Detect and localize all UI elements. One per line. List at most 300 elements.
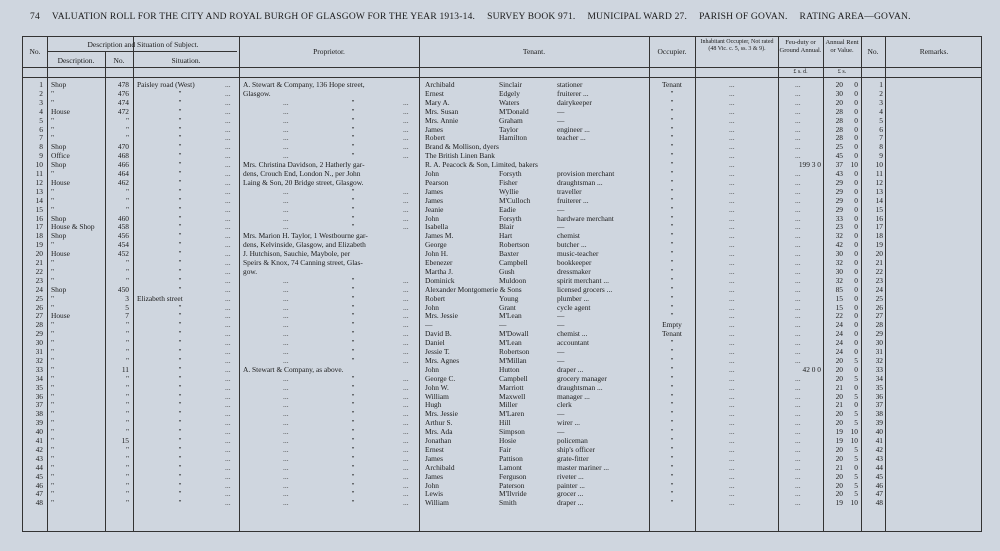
proprietor-dots-left: ... <box>283 205 289 214</box>
row-number-right: 40 <box>875 428 883 437</box>
proprietor-ditto: " <box>351 303 355 312</box>
tenant-surname: M'Lean <box>499 312 522 321</box>
proprietor-dots-right: ... <box>403 383 409 392</box>
row-street-number: " <box>125 392 129 401</box>
proprietor-ditto: " <box>351 383 355 392</box>
rent-shillings: 0 <box>854 223 858 232</box>
tenant-surname: Blair <box>499 223 514 232</box>
proprietor-ditto: " <box>351 339 355 348</box>
row-description: Shop <box>51 161 67 170</box>
row-street-number: 464 <box>117 170 129 178</box>
row-street-number: 7 <box>125 312 129 321</box>
feu-dots: ... <box>795 187 801 196</box>
occupier-status: " <box>670 499 674 508</box>
row-description: " <box>51 98 55 107</box>
table-row <box>23 90 983 99</box>
inhabitant-dots: ... <box>729 321 735 330</box>
table-row <box>23 170 983 179</box>
proprietor-dots-left: ... <box>283 321 289 330</box>
feu-dots: ... <box>795 178 801 187</box>
proprietor-ditto: " <box>351 134 355 143</box>
proprietor-dots-left: ... <box>283 303 289 312</box>
row-situation: " <box>178 472 182 481</box>
occupier-status: " <box>670 445 674 454</box>
situation-dots: ... <box>225 392 231 401</box>
proprietor-dots-right: ... <box>403 374 409 383</box>
rent-shillings: 0 <box>854 152 858 161</box>
row-description: " <box>51 454 55 463</box>
tenant-surname: Hamilton <box>499 134 527 143</box>
feu-dots: ... <box>795 285 801 294</box>
feu-dots: ... <box>795 214 801 223</box>
row-number: 25 <box>35 294 43 303</box>
row-number-right: 35 <box>875 383 883 392</box>
occupier-status: " <box>670 374 674 383</box>
row-number-right: 9 <box>879 152 883 161</box>
inhabitant-dots: ... <box>729 241 735 250</box>
row-number: 12 <box>35 178 43 187</box>
feu-dots: ... <box>795 152 801 161</box>
tenant-surname: Sinclair <box>499 81 522 89</box>
row-street-number: " <box>125 321 129 330</box>
inhabitant-dots: ... <box>729 152 735 161</box>
tenant-surname: Robertson <box>499 241 530 250</box>
header-feu-duty: Feu-duty or Ground Annual. <box>779 39 822 54</box>
feu-dots: ... <box>795 267 801 276</box>
rent-shillings: 0 <box>854 143 858 152</box>
row-situation: " <box>178 454 182 463</box>
proprietor-dots-left: ... <box>283 187 289 196</box>
rent-shillings: 5 <box>854 410 858 419</box>
row-street-number: " <box>125 330 129 339</box>
row-street-number: 458 <box>117 223 129 232</box>
row-description: " <box>51 481 55 490</box>
tenant-first-name: R. A. Peacock & Son, Limited, bakers <box>425 161 538 170</box>
row-number-right: 37 <box>875 401 883 410</box>
proprietor-ditto: " <box>351 428 355 437</box>
proprietor-ditto: " <box>351 187 355 196</box>
row-situation: " <box>178 232 182 241</box>
situation-dots: ... <box>225 161 231 170</box>
inhabitant-dots: ... <box>729 125 735 134</box>
occupier-status: " <box>670 428 674 437</box>
tenant-occupation: clerk <box>557 401 572 410</box>
row-number-right: 46 <box>875 481 883 490</box>
rent-pounds: 20 <box>835 410 843 419</box>
feu-dots: ... <box>795 348 801 356</box>
inhabitant-dots: ... <box>729 214 735 223</box>
proprietor-dots-left: ... <box>283 481 289 490</box>
situation-dots: ... <box>225 98 231 107</box>
inhabitant-dots: ... <box>729 437 735 445</box>
rent-pounds: 28 <box>835 125 843 134</box>
proprietor-dots-right: ... <box>403 348 409 356</box>
tenant-first-name: Mrs. Jessie <box>425 410 458 419</box>
proprietor-dots-left: ... <box>283 152 289 161</box>
row-street-number: 476 <box>117 89 129 98</box>
row-number: 4 <box>39 107 43 116</box>
situation-dots: ... <box>225 285 231 294</box>
situation-dots: ... <box>225 348 231 356</box>
tenant-first-name: Ebenezer <box>425 259 453 267</box>
row-situation: " <box>178 214 182 223</box>
rent-shillings: 5 <box>854 445 858 454</box>
proprietor-dots-right: ... <box>403 481 409 490</box>
proprietor-dots-left: ... <box>283 463 289 472</box>
situation-dots: ... <box>225 365 231 374</box>
situation-dots: ... <box>225 312 231 321</box>
proprietor-dots-left: ... <box>283 276 289 285</box>
tenant-surname: M'Donald <box>499 107 529 116</box>
feu-dots: ... <box>795 401 801 410</box>
rent-shillings: 0 <box>854 116 858 125</box>
page-header <box>30 12 970 26</box>
proprietor-dots-left: ... <box>283 294 289 303</box>
feu-dots: ... <box>795 374 801 383</box>
tenant-first-name: William <box>425 499 449 508</box>
rent-pounds: 20 <box>835 445 843 454</box>
situation-dots: ... <box>225 472 231 481</box>
tenant-occupation: engineer ... <box>557 125 590 134</box>
table-row <box>23 143 983 152</box>
occupier-status: " <box>670 98 674 107</box>
tenant-first-name: Robert <box>425 294 446 303</box>
rent-shillings: 5 <box>854 472 858 481</box>
proprietor-dots-right: ... <box>403 134 409 143</box>
row-street-number: " <box>125 267 129 276</box>
tenant-surname: Paterson <box>499 481 525 490</box>
situation-dots: ... <box>225 374 231 383</box>
row-description: House <box>51 178 70 187</box>
occupier-status: " <box>670 259 674 267</box>
row-situation: " <box>178 276 182 285</box>
rent-shillings: 5 <box>854 454 858 463</box>
row-street-number: 452 <box>117 250 129 259</box>
row-situation: " <box>178 312 182 321</box>
situation-dots: ... <box>225 454 231 463</box>
inhabitant-dots: ... <box>729 383 735 392</box>
row-situation: Paisley road (West) <box>137 81 195 89</box>
row-number-right: 22 <box>875 267 883 276</box>
row-situation: " <box>178 445 182 454</box>
header-lsd: £ s. d. <box>793 69 808 75</box>
row-street-number: " <box>125 410 129 419</box>
row-number: 9 <box>39 152 43 161</box>
inhabitant-dots: ... <box>729 232 735 241</box>
tenant-first-name: Alexander Montgomerie & Sons <box>425 285 522 294</box>
proprietor-dots-right: ... <box>403 285 409 294</box>
row-description: " <box>51 339 55 348</box>
rent-shillings: 0 <box>854 81 858 89</box>
proprietor-ditto: " <box>351 410 355 419</box>
tenant-surname: Muldoon <box>499 276 527 285</box>
tenant-first-name: Archibald <box>425 81 455 89</box>
feu-dots: ... <box>795 143 801 152</box>
row-street-number: " <box>125 490 129 499</box>
row-number: 10 <box>35 161 43 170</box>
proprietor-dots-right: ... <box>403 437 409 445</box>
feu-dots: ... <box>795 107 801 116</box>
proprietor-dots-right: ... <box>403 276 409 285</box>
situation-dots: ... <box>225 499 231 508</box>
occupier-status: " <box>670 294 674 303</box>
row-number-right: 1 <box>879 81 883 89</box>
table-row <box>23 419 983 428</box>
table-row <box>23 304 983 313</box>
row-situation: " <box>178 365 182 374</box>
situation-dots: ... <box>225 339 231 348</box>
proprietor-ditto: " <box>351 356 355 365</box>
situation-dots: ... <box>225 134 231 143</box>
inhabitant-dots: ... <box>729 259 735 267</box>
rent-pounds: 21 <box>835 463 843 472</box>
proprietor-ditto: " <box>351 374 355 383</box>
tenant-first-name: John <box>425 303 439 312</box>
row-street-number: " <box>125 472 129 481</box>
row-street-number: 454 <box>117 241 129 250</box>
table-row <box>23 134 983 143</box>
occupier-status: " <box>670 152 674 161</box>
proprietor-ditto: " <box>351 294 355 303</box>
row-number: 6 <box>39 125 43 134</box>
occupier-status: " <box>670 232 674 241</box>
tenant-surname: Hart <box>499 232 513 241</box>
row-number: 11 <box>35 170 43 178</box>
feu-dots: ... <box>795 232 801 241</box>
occupier-status: " <box>670 303 674 312</box>
table-row <box>23 330 983 339</box>
row-description: " <box>51 187 55 196</box>
row-number: 48 <box>35 499 43 508</box>
proprietor-ditto: " <box>351 312 355 321</box>
table-row <box>23 357 983 366</box>
tenant-first-name: Dominick <box>425 276 455 285</box>
tenant-first-name: Mrs. Jessie <box>425 312 458 321</box>
table-row <box>23 232 983 241</box>
rent-shillings: 0 <box>854 312 858 321</box>
inhabitant-dots: ... <box>729 223 735 232</box>
tenant-occupation: policeman <box>557 437 588 445</box>
rent-pounds: 85 <box>835 285 843 294</box>
rent-pounds: 32 <box>835 259 843 267</box>
rent-shillings: 0 <box>854 365 858 374</box>
proprietor-ditto: " <box>351 330 355 339</box>
tenant-first-name: William <box>425 392 449 401</box>
tenant-first-name: Jessie T. <box>425 348 450 356</box>
tenant-surname: Taylor <box>499 125 519 134</box>
row-description: " <box>51 356 55 365</box>
table-row <box>23 99 983 108</box>
row-description: " <box>51 205 55 214</box>
feu-dots: ... <box>795 383 801 392</box>
tenant-surname: Campbell <box>499 259 528 267</box>
proprietor-dots-right: ... <box>403 445 409 454</box>
tenant-occupation: chemist <box>557 232 580 241</box>
row-number: 37 <box>35 401 43 410</box>
tenant-surname: M'Ilvride <box>499 490 527 499</box>
rent-pounds: 43 <box>835 170 843 178</box>
tenant-surname: Pattison <box>499 454 523 463</box>
row-situation: " <box>178 285 182 294</box>
inhabitant-dots: ... <box>729 196 735 205</box>
row-situation: " <box>178 392 182 401</box>
row-number: 18 <box>35 232 43 241</box>
occupier-status: " <box>670 116 674 125</box>
tenant-occupation: cycle agent <box>557 303 591 312</box>
row-street-number: 450 <box>117 285 129 294</box>
tenant-occupation: dairykeeper <box>557 98 592 107</box>
inhabitant-dots: ... <box>729 463 735 472</box>
proprietor-dots-right: ... <box>403 152 409 161</box>
rent-pounds: 22 <box>835 312 843 321</box>
row-situation: " <box>178 170 182 178</box>
tenant-occupation: provision merchant <box>557 170 615 178</box>
roll-title: VALUATION ROLL FOR THE CITY AND ROYAL BURGH OF GLASGOW FOR THE YEAR 1913-14. <box>51 12 476 22</box>
row-description: Shop <box>51 143 67 152</box>
row-description: Shop <box>51 214 67 223</box>
tenant-first-name: Mrs. Susan <box>425 107 459 116</box>
row-street-number: 474 <box>117 98 129 107</box>
tenant-first-name: Martha J. <box>425 267 453 276</box>
inhabitant-dots: ... <box>729 107 735 116</box>
situation-dots: ... <box>225 81 231 89</box>
proprietor-ditto: " <box>351 348 355 356</box>
row-situation: " <box>178 196 182 205</box>
row-number: 7 <box>39 134 43 143</box>
occupier-status: Empty <box>662 321 682 330</box>
situation-dots: ... <box>225 481 231 490</box>
occupier-status: " <box>670 356 674 365</box>
tenant-first-name: Ernest <box>425 89 444 98</box>
row-street-number: " <box>125 445 129 454</box>
rent-pounds: 20 <box>835 374 843 383</box>
feu-dots: ... <box>795 223 801 232</box>
row-number: 5 <box>39 116 43 125</box>
feu-dots: ... <box>795 330 801 339</box>
tenant-occupation: music-teacher <box>557 250 599 259</box>
proprietor-dots-right: ... <box>403 321 409 330</box>
situation-dots: ... <box>225 241 231 250</box>
row-situation: " <box>178 178 182 187</box>
rent-pounds: 30 <box>835 267 843 276</box>
table-row <box>23 455 983 464</box>
rent-pounds: 21 <box>835 383 843 392</box>
row-number-right: 21 <box>875 259 883 267</box>
occupier-status: " <box>670 490 674 499</box>
proprietor-dots-right: ... <box>403 312 409 321</box>
proprietor-dots-left: ... <box>283 356 289 365</box>
row-number: 41 <box>35 437 43 445</box>
inhabitant-dots: ... <box>729 472 735 481</box>
rent-shillings: 0 <box>854 330 858 339</box>
row-description: " <box>51 499 55 508</box>
row-street-number: " <box>125 348 129 356</box>
row-situation: " <box>178 330 182 339</box>
row-situation: " <box>178 161 182 170</box>
tenant-surname: Wyllie <box>499 187 519 196</box>
inhabitant-dots: ... <box>729 98 735 107</box>
table-row <box>23 366 983 375</box>
tenant-occupation: butcher ... <box>557 241 587 250</box>
row-situation: " <box>178 89 182 98</box>
row-street-number: 478 <box>117 81 129 89</box>
tenant-surname: Maxwell <box>499 392 526 401</box>
proprietor-ditto: " <box>351 499 355 508</box>
table-row <box>23 384 983 393</box>
table-row <box>23 161 983 170</box>
row-number-right: 29 <box>875 330 883 339</box>
feu-dots: ... <box>795 499 801 508</box>
row-number: 36 <box>35 392 43 401</box>
situation-dots: ... <box>225 294 231 303</box>
tenant-first-name: John <box>425 365 439 374</box>
proprietor-dots-right: ... <box>403 499 409 508</box>
situation-dots: ... <box>225 259 231 267</box>
tenant-occupation: grate-fitter <box>557 454 589 463</box>
row-street-number: " <box>125 499 129 508</box>
proprietor-dots-right: ... <box>403 187 409 196</box>
row-description: " <box>51 374 55 383</box>
occupier-status: " <box>670 365 674 374</box>
feu-dots: ... <box>795 463 801 472</box>
row-number: 44 <box>35 463 43 472</box>
tenant-occupation: — <box>557 116 565 125</box>
row-street-number: 466 <box>117 161 129 170</box>
tenant-surname: Ferguson <box>499 472 527 481</box>
inhabitant-dots: ... <box>729 454 735 463</box>
header-remarks: Remarks. <box>919 47 949 56</box>
proprietor-ditto: " <box>351 214 355 223</box>
proprietor-dots-right: ... <box>403 330 409 339</box>
tenant-occupation: — <box>557 428 565 437</box>
row-street-number: " <box>125 196 129 205</box>
rent-shillings: 0 <box>854 232 858 241</box>
row-number-right: 42 <box>875 445 883 454</box>
rent-pounds: 21 <box>835 401 843 410</box>
row-street-number: " <box>125 481 129 490</box>
row-number-right: 18 <box>875 232 883 241</box>
situation-dots: ... <box>225 330 231 339</box>
table-row <box>23 490 983 499</box>
tenant-first-name: James <box>425 125 444 134</box>
feu-duty: 42 0 0 <box>802 365 821 374</box>
table-row <box>23 241 983 250</box>
row-street-number: " <box>125 276 129 285</box>
rent-pounds: 29 <box>835 178 843 187</box>
rent-pounds: 24 <box>835 330 843 339</box>
rent-shillings: 10 <box>850 499 858 508</box>
tenant-first-name: George <box>425 241 447 250</box>
rent-pounds: 29 <box>835 205 843 214</box>
tenant-surname: Fisher <box>499 178 518 187</box>
occupier-status: " <box>670 205 674 214</box>
municipal-ward: MUNICIPAL WARD 27. <box>587 12 688 22</box>
feu-dots: ... <box>795 276 801 285</box>
tenant-first-name: Ernest <box>425 445 444 454</box>
row-situation: " <box>178 116 182 125</box>
row-description: " <box>51 303 55 312</box>
tenant-occupation: teacher ... <box>557 134 586 143</box>
situation-dots: ... <box>225 143 231 152</box>
row-situation: " <box>178 348 182 356</box>
proprietor-ditto: " <box>351 143 355 152</box>
tenant-surname: Hutton <box>499 365 520 374</box>
rent-pounds: 15 <box>835 294 843 303</box>
row-description: " <box>51 472 55 481</box>
header-annual-rent: Annual Rent or Value. <box>825 39 859 54</box>
rent-pounds: 30 <box>835 250 843 259</box>
table-row <box>23 223 983 232</box>
